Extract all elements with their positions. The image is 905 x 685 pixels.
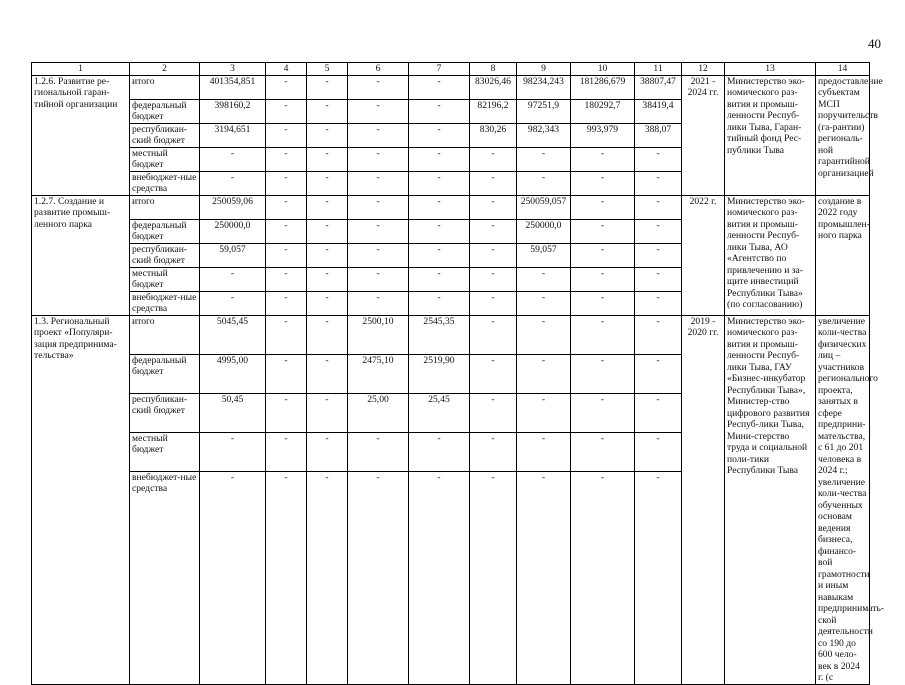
amount-cell: 25,45 xyxy=(409,393,470,432)
amount-cell: - xyxy=(200,171,266,195)
amount-cell: 3194,651 xyxy=(200,123,266,147)
program-table xyxy=(31,62,885,685)
amount-cell: - xyxy=(571,291,635,315)
column-number-4: 4 xyxy=(266,63,307,76)
amount-cell: - xyxy=(571,171,635,195)
amount-cell: - xyxy=(266,99,307,123)
amount-cell: - xyxy=(348,219,409,243)
amount-cell: - xyxy=(409,123,470,147)
amount-cell: - xyxy=(409,471,470,684)
event-executor: Министерство эко-номического раз-вития и промыш-ленности Респуб-лики Тыва, ГАУ «Бизнес-инкубатор Республики Тыва», Министер-ство цифрового развития Респуб-лики Тыва, Мини-стерство труда и социальной поли-тики Республики Тыва xyxy=(725,315,816,684)
amount-cell: - xyxy=(409,219,470,243)
amount-cell: - xyxy=(266,393,307,432)
amount-cell: - xyxy=(348,195,409,219)
amount-cell: - xyxy=(307,99,348,123)
amount-cell: 250059,06 xyxy=(200,195,266,219)
amount-cell: 250059,057 xyxy=(517,195,571,219)
funding-source: местный бюджет xyxy=(130,147,200,171)
amount-cell: - xyxy=(635,393,682,432)
amount-cell: - xyxy=(266,75,307,99)
amount-cell: - xyxy=(517,315,571,354)
amount-cell: - xyxy=(470,171,517,195)
amount-cell: - xyxy=(348,471,409,684)
amount-cell: - xyxy=(571,243,635,267)
amount-cell: - xyxy=(409,147,470,171)
amount-cell: - xyxy=(307,75,348,99)
amount-cell: - xyxy=(266,171,307,195)
amount-cell: - xyxy=(307,171,348,195)
amount-cell: - xyxy=(571,471,635,684)
event-executor: Министерство эко-номического раз-вития и промыш-ленности Респуб-лики Тыва, Гаран-тийный фонд Рес-публики Тыва xyxy=(725,75,816,195)
amount-cell: - xyxy=(470,219,517,243)
amount-cell: - xyxy=(409,99,470,123)
amount-cell: - xyxy=(635,267,682,291)
amount-cell: - xyxy=(470,291,517,315)
amount-cell: 181286,679 xyxy=(571,75,635,99)
amount-cell: 98234,243 xyxy=(517,75,571,99)
event-result: создание в 2022 году промышлен-ного парка xyxy=(816,195,870,315)
event-name: 1.3. Региональный проект «Популяри-зация предпринима-тельства» xyxy=(32,315,130,684)
amount-cell: 5045,45 xyxy=(200,315,266,354)
amount-cell: - xyxy=(517,471,571,684)
page-number: 40 xyxy=(868,36,881,51)
amount-cell: - xyxy=(635,243,682,267)
column-number-10: 10 xyxy=(571,63,635,76)
amount-cell: - xyxy=(571,432,635,471)
amount-cell: 250000,0 xyxy=(517,219,571,243)
amount-cell: - xyxy=(470,243,517,267)
amount-cell: - xyxy=(635,315,682,354)
amount-cell: 401354,851 xyxy=(200,75,266,99)
amount-cell: - xyxy=(307,393,348,432)
amount-cell: 250000,0 xyxy=(200,219,266,243)
amount-cell: 993,979 xyxy=(571,123,635,147)
amount-cell: - xyxy=(266,219,307,243)
funding-source: итого xyxy=(130,315,200,354)
funding-source: федеральный бюджет xyxy=(130,219,200,243)
column-number-2: 2 xyxy=(130,63,200,76)
funding-source: итого xyxy=(130,75,200,99)
amount-cell: - xyxy=(266,291,307,315)
amount-cell: - xyxy=(200,432,266,471)
amount-cell: 830,26 xyxy=(470,123,517,147)
amount-cell: - xyxy=(307,291,348,315)
amount-cell: - xyxy=(517,171,571,195)
amount-cell: - xyxy=(348,291,409,315)
amount-cell: - xyxy=(348,147,409,171)
amount-cell: - xyxy=(517,147,571,171)
amount-cell: - xyxy=(517,354,571,393)
amount-cell: - xyxy=(348,432,409,471)
amount-cell: - xyxy=(266,315,307,354)
amount-cell: - xyxy=(200,291,266,315)
funding-source: республикан-ский бюджет xyxy=(130,243,200,267)
amount-cell: - xyxy=(571,267,635,291)
amount-cell: - xyxy=(348,171,409,195)
funding-source: республикан-ский бюджет xyxy=(130,393,200,432)
amount-cell: 38419,4 xyxy=(635,99,682,123)
amount-cell: - xyxy=(517,291,571,315)
amount-cell: - xyxy=(571,147,635,171)
column-number-5: 5 xyxy=(307,63,348,76)
amount-cell: - xyxy=(571,219,635,243)
amount-cell: - xyxy=(470,147,517,171)
amount-cell: - xyxy=(409,195,470,219)
funding-source: внебюджет-ные средства xyxy=(130,291,200,315)
amount-cell: 398160,2 xyxy=(200,99,266,123)
amount-cell: 2475,10 xyxy=(348,354,409,393)
amount-cell: - xyxy=(307,195,348,219)
amount-cell: - xyxy=(348,75,409,99)
amount-cell: - xyxy=(266,471,307,684)
amount-cell: 83026,46 xyxy=(470,75,517,99)
amount-cell: - xyxy=(517,393,571,432)
funding-source: внебюджет-ные средства xyxy=(130,171,200,195)
amount-cell: - xyxy=(307,354,348,393)
amount-cell: - xyxy=(266,243,307,267)
column-number-9: 9 xyxy=(517,63,571,76)
amount-cell: - xyxy=(635,171,682,195)
amount-cell: - xyxy=(470,315,517,354)
amount-cell: - xyxy=(200,267,266,291)
amount-cell: - xyxy=(307,315,348,354)
amount-cell: - xyxy=(571,315,635,354)
amount-cell: - xyxy=(348,267,409,291)
column-numbers-row xyxy=(32,63,870,76)
column-number-11: 11 xyxy=(635,63,682,76)
column-number-3: 3 xyxy=(200,63,266,76)
funding-source: местный бюджет xyxy=(130,267,200,291)
event-executor: Министерство эко-номического раз-вития и промыш-ленности Респуб-лики Тыва, АО «Агентство по привлечению и за-щите инвестиций Республики Тыва» (по согласованию) xyxy=(725,195,816,315)
event-period: 2021 - 2024 гг. xyxy=(682,75,725,195)
event-period: 2019 - 2020 гг. xyxy=(682,315,725,684)
amount-cell: - xyxy=(635,195,682,219)
amount-cell: - xyxy=(266,432,307,471)
amount-cell: 2545,35 xyxy=(409,315,470,354)
amount-cell: - xyxy=(307,471,348,684)
amount-cell: 38807,47 xyxy=(635,75,682,99)
amount-cell: - xyxy=(635,147,682,171)
amount-cell: - xyxy=(200,471,266,684)
amount-cell: - xyxy=(409,291,470,315)
amount-cell: - xyxy=(307,123,348,147)
amount-cell: 2500,10 xyxy=(348,315,409,354)
amount-cell: - xyxy=(266,147,307,171)
event-result: предоставление субъектам МСП поручительств (га-рантии) региональ-ной гарантийной организацией xyxy=(816,75,870,195)
amount-cell: - xyxy=(200,147,266,171)
amount-cell: - xyxy=(470,354,517,393)
column-number-6: 6 xyxy=(348,63,409,76)
column-number-14: 14 xyxy=(816,63,870,76)
amount-cell: - xyxy=(348,99,409,123)
amount-cell: - xyxy=(470,393,517,432)
amount-cell: 59,057 xyxy=(517,243,571,267)
column-number-8: 8 xyxy=(470,63,517,76)
amount-cell: 59,057 xyxy=(200,243,266,267)
amount-cell: - xyxy=(307,267,348,291)
amount-cell: - xyxy=(571,393,635,432)
event-name: 1.2.7. Создание и развитие промыш-ленного парка xyxy=(32,195,130,315)
amount-cell: 97251,9 xyxy=(517,99,571,123)
amount-cell: - xyxy=(307,243,348,267)
amount-cell: 82196,2 xyxy=(470,99,517,123)
amount-cell: - xyxy=(409,432,470,471)
amount-cell: - xyxy=(635,471,682,684)
amount-cell: - xyxy=(571,195,635,219)
event-period: 2022 г. xyxy=(682,195,725,315)
column-number-12: 12 xyxy=(682,63,725,76)
funding-source: республикан-ский бюджет xyxy=(130,123,200,147)
amount-cell: 25,00 xyxy=(348,393,409,432)
column-number-13: 13 xyxy=(725,63,816,76)
amount-cell: - xyxy=(470,432,517,471)
amount-cell: - xyxy=(635,354,682,393)
amount-cell: - xyxy=(409,243,470,267)
funding-source: федеральный бюджет xyxy=(130,99,200,123)
amount-cell: - xyxy=(409,267,470,291)
amount-cell: - xyxy=(307,219,348,243)
amount-cell: - xyxy=(266,267,307,291)
funding-source: федеральный бюджет xyxy=(130,354,200,393)
amount-cell: 4995,00 xyxy=(200,354,266,393)
funding-source: местный бюджет xyxy=(130,432,200,471)
amount-cell: - xyxy=(517,267,571,291)
amount-cell: 2519,90 xyxy=(409,354,470,393)
amount-cell: - xyxy=(635,219,682,243)
event-result: увеличение коли-чества физических лиц – участников регионального проекта, занятых в сфере предприни-мательства, с 61 до 201 человека в 2024 г.; увеличение коли-чества обученных основам ведения бизнеса, финансо-вой грамотности и иным навыкам предпринимать-ской деятельности со 190 до 600 чело-век в 2024 г. (с xyxy=(816,315,870,684)
amount-cell: - xyxy=(266,354,307,393)
funding-source: внебюджет-ные средства xyxy=(130,471,200,684)
amount-cell: - xyxy=(470,195,517,219)
amount-cell: - xyxy=(348,123,409,147)
column-number-7: 7 xyxy=(409,63,470,76)
amount-cell: - xyxy=(635,291,682,315)
column-number-1: 1 xyxy=(32,63,130,76)
amount-cell: - xyxy=(307,432,348,471)
amount-cell: 50,45 xyxy=(200,393,266,432)
amount-cell: - xyxy=(470,267,517,291)
amount-cell: - xyxy=(266,123,307,147)
amount-cell: 180292,7 xyxy=(571,99,635,123)
amount-cell: - xyxy=(266,195,307,219)
table-row xyxy=(32,315,870,354)
amount-cell: - xyxy=(635,432,682,471)
funding-source: итого xyxy=(130,195,200,219)
amount-cell: - xyxy=(571,354,635,393)
amount-cell: 388,07 xyxy=(635,123,682,147)
amount-cell: - xyxy=(348,243,409,267)
amount-cell: - xyxy=(470,471,517,684)
table-row xyxy=(32,195,870,219)
amount-cell: - xyxy=(409,75,470,99)
amount-cell: - xyxy=(307,147,348,171)
amount-cell: 982,343 xyxy=(517,123,571,147)
amount-cell: - xyxy=(517,432,571,471)
event-name: 1.2.6. Развитие ре-гиональной гаран-тийной организации xyxy=(32,75,130,195)
amount-cell: - xyxy=(409,171,470,195)
table-row xyxy=(32,75,870,99)
